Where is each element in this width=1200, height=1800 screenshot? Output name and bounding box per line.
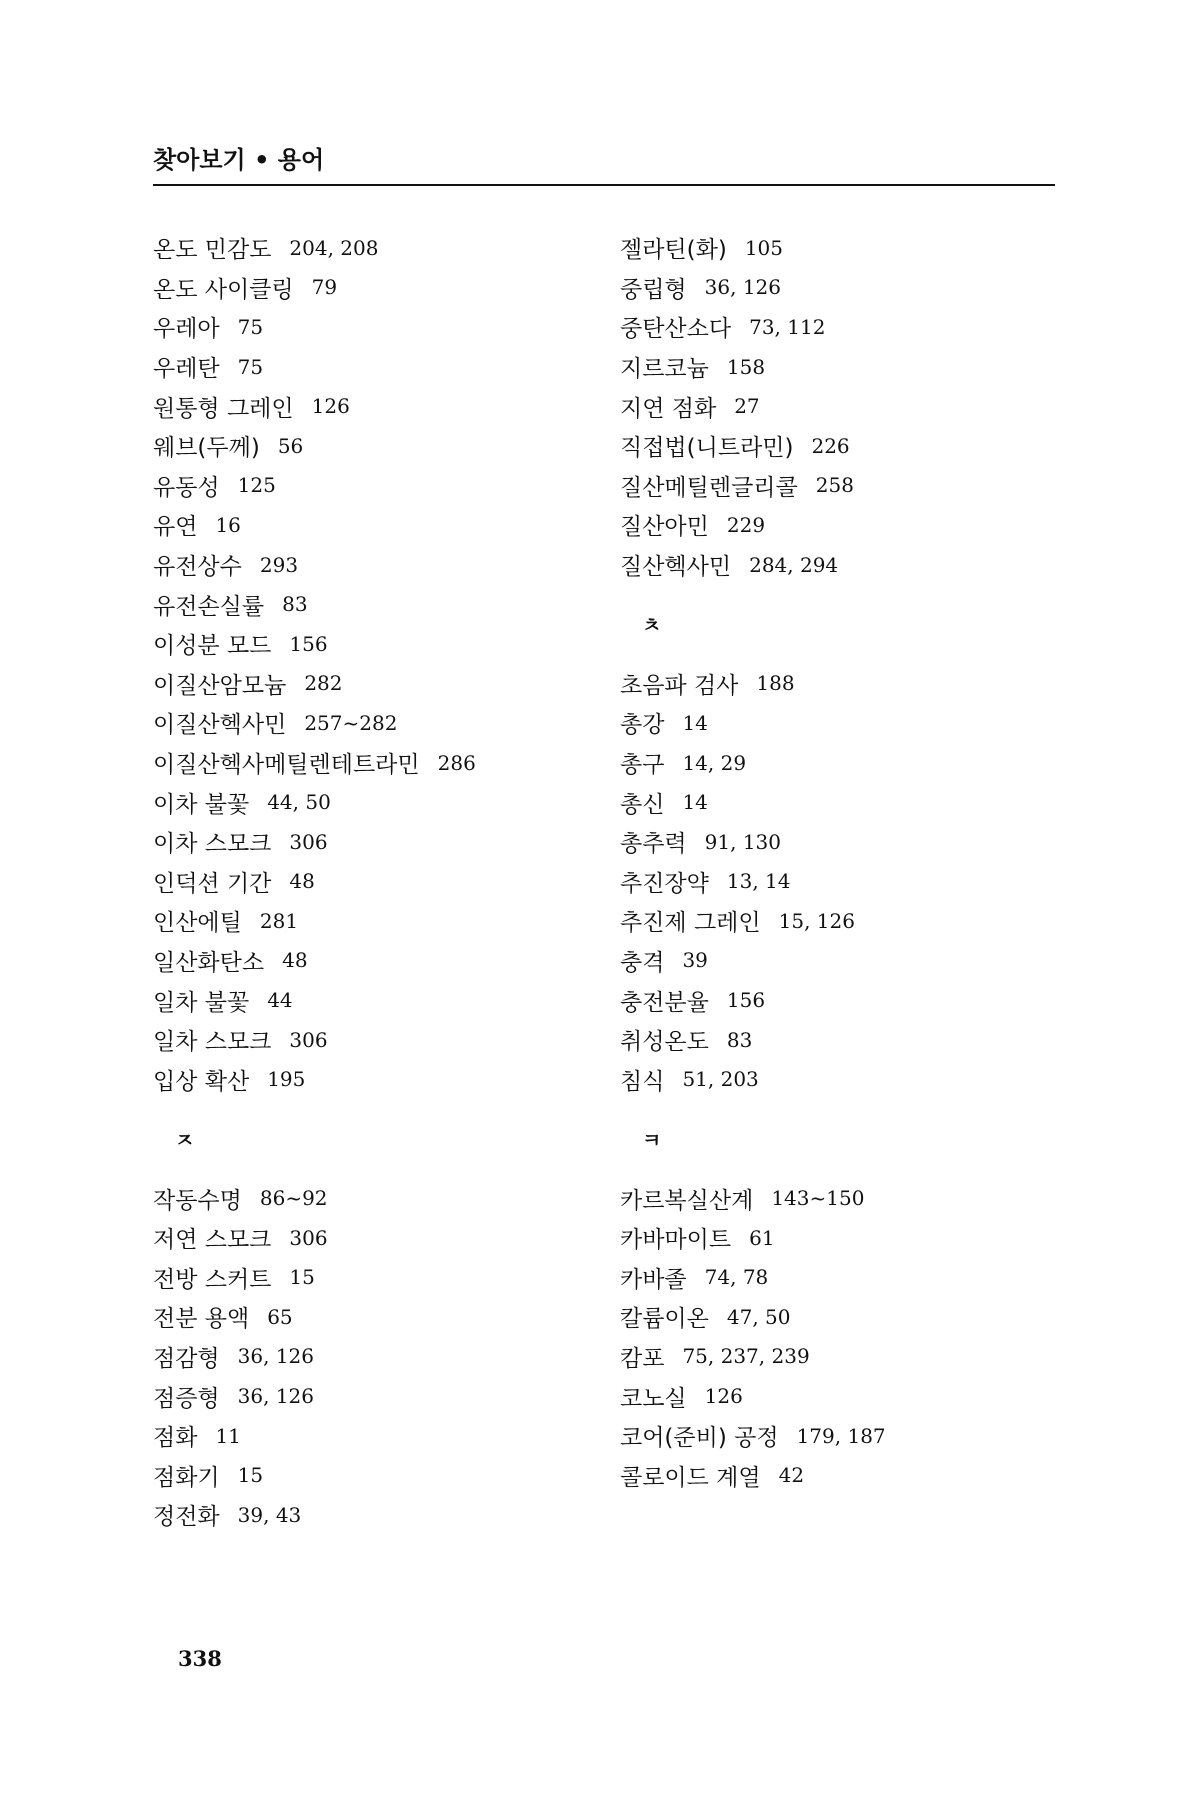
index-entry [153, 980, 593, 1020]
index-entry [620, 901, 1060, 941]
index-entry [620, 426, 1060, 466]
index-term: 입상 확산 [153, 1068, 250, 1095]
index-term: 카바졸 [620, 1266, 687, 1293]
index-entry [620, 1059, 1060, 1099]
index-term: 초음파 검사 [620, 672, 739, 699]
index-pages: 143~150 [771, 1186, 865, 1211]
index-term: 직접법(니트라민) [620, 435, 794, 462]
index-entry [620, 1297, 1060, 1337]
index-entry [153, 386, 593, 426]
index-entry [153, 466, 593, 506]
section-letter: ㅊ [642, 613, 662, 638]
index-pages: 42 [778, 1463, 805, 1488]
index-entry [153, 1020, 593, 1060]
index-term: 총강 [620, 712, 665, 739]
index-term: 일차 불꽃 [153, 989, 250, 1016]
index-entry [620, 1020, 1060, 1060]
index-entry [620, 782, 1060, 822]
index-pages: 179, 187 [796, 1423, 886, 1448]
index-term: 코어(준비) 공정 [620, 1425, 779, 1452]
index-pages: 229 [726, 512, 766, 537]
index-entry [153, 862, 593, 902]
index-term: 전분 용액 [153, 1306, 250, 1333]
index-entry [153, 703, 593, 743]
index-term: 전방 스커트 [153, 1266, 272, 1293]
index-pages: 48 [289, 869, 315, 894]
index-term: 저연 스모크 [153, 1227, 272, 1254]
index-pages: 39 [682, 948, 708, 973]
index-entry [620, 505, 1060, 545]
index-term: 카바마이트 [620, 1227, 732, 1254]
index-entry [153, 1455, 593, 1495]
index-pages: 293 [259, 552, 299, 577]
index-entry [620, 703, 1060, 743]
index-term: 중립형 [620, 276, 687, 303]
index-term: 이질산헥사민 [153, 712, 287, 739]
index-entry [620, 1455, 1060, 1495]
index-entry [620, 1257, 1060, 1297]
index-pages: 306 [289, 1027, 328, 1052]
index-pages: 14 [682, 710, 708, 735]
index-term: 온도 사이클링 [153, 276, 294, 303]
index-pages: 204, 208 [289, 235, 379, 260]
section-letter: ㅈ [175, 1128, 195, 1153]
index-pages: 306 [289, 829, 328, 854]
index-entry [620, 466, 1060, 506]
index-pages: 125 [237, 473, 276, 498]
index-entry [153, 1297, 593, 1337]
index-entry [620, 1376, 1060, 1416]
index-term: 질산헥사민 [620, 554, 732, 581]
index-entry [153, 505, 593, 545]
index-entry [153, 743, 593, 783]
index-pages: 14 [682, 790, 708, 815]
index-entry [620, 268, 1060, 308]
index-pages: 14, 29 [682, 750, 747, 775]
index-pages: 15 [289, 1265, 315, 1290]
index-term: 일차 스모크 [153, 1029, 272, 1056]
index-pages: 91, 130 [704, 829, 781, 854]
index-term: 웨브(두께) [153, 435, 260, 462]
index-term: 우레탄 [153, 356, 220, 383]
index-term: 지연 점화 [620, 395, 717, 422]
index-pages: 48 [282, 948, 308, 973]
index-term: 유연 [153, 514, 198, 541]
index-term: 젤라틴(화) [620, 237, 727, 264]
index-pages: 61 [749, 1225, 775, 1250]
index-pages: 156 [726, 988, 766, 1013]
index-entry [620, 743, 1060, 783]
index-term: 유전상수 [153, 554, 242, 581]
index-term: 콜로이드 계열 [620, 1464, 761, 1491]
index-entry [153, 426, 593, 466]
index-term: 이질산암모늄 [153, 672, 287, 699]
index-pages: 306 [289, 1225, 328, 1250]
index-term: 충전분율 [620, 989, 709, 1016]
index-term: 인산에틸 [153, 910, 242, 937]
index-entry [153, 1218, 593, 1258]
index-pages: 39, 43 [237, 1502, 302, 1527]
index-entry [620, 1337, 1060, 1377]
index-entry [620, 1178, 1060, 1218]
index-pages: 44 [267, 988, 293, 1013]
index-column-left [153, 228, 593, 1535]
index-pages: 74, 78 [704, 1265, 769, 1290]
page-header: 찾아보기 • 용어 [153, 146, 325, 174]
index-pages: 83 [282, 592, 308, 617]
index-term: 질산아민 [620, 514, 709, 541]
index-entry [153, 1059, 593, 1099]
index-pages: 86~92 [259, 1186, 328, 1211]
index-entry [153, 941, 593, 981]
index-pages: 126 [311, 394, 350, 419]
index-pages: 13, 14 [726, 869, 791, 894]
index-term: 지르코늄 [620, 356, 709, 383]
index-pages: 158 [726, 354, 766, 379]
index-pages: 79 [311, 275, 338, 300]
index-entry [620, 307, 1060, 347]
index-entry [620, 862, 1060, 902]
index-entry [153, 1495, 593, 1535]
index-entry [153, 1416, 593, 1456]
index-entry [620, 980, 1060, 1020]
index-pages: 258 [815, 473, 854, 498]
index-term: 점화기 [153, 1464, 220, 1491]
index-pages: 282 [304, 671, 343, 696]
index-entry [153, 228, 593, 268]
index-pages: 56 [277, 433, 304, 458]
index-pages: 257~282 [304, 710, 398, 735]
index-pages: 15, 126 [778, 908, 855, 933]
index-pages: 126 [704, 1384, 743, 1409]
index-entry [153, 1337, 593, 1377]
index-term: 총구 [620, 752, 665, 779]
index-pages: 73, 112 [749, 314, 826, 339]
index-term: 이질산헥사메틸렌테트라민 [153, 752, 420, 779]
index-entry [620, 545, 1060, 585]
index-term: 이차 불꽃 [153, 791, 250, 818]
index-entry [153, 782, 593, 822]
index-pages: 36, 126 [237, 1344, 314, 1369]
index-term: 충격 [620, 949, 665, 976]
index-entry [153, 1376, 593, 1416]
index-entry [153, 347, 593, 387]
index-term: 원통형 그레인 [153, 395, 294, 422]
index-entry [620, 347, 1060, 387]
index-term: 중탄산소다 [620, 316, 732, 343]
index-pages: 47, 50 [726, 1304, 791, 1329]
index-pages: 226 [811, 433, 850, 458]
index-term: 작동수명 [153, 1187, 242, 1214]
index-column-right [620, 228, 1060, 1495]
index-term: 점감형 [153, 1345, 220, 1372]
index-entry [620, 941, 1060, 981]
index-term: 정전화 [153, 1504, 220, 1531]
index-pages: 16 [215, 512, 241, 537]
index-term: 유전손실률 [153, 593, 265, 620]
index-term: 코노실 [620, 1385, 687, 1412]
index-pages: 75, 237, 239 [682, 1344, 810, 1369]
index-pages: 195 [267, 1067, 306, 1092]
index-term: 온도 민감도 [153, 237, 272, 264]
index-entry [620, 664, 1060, 704]
header-rule [153, 184, 1055, 186]
index-term: 이차 스모크 [153, 831, 272, 858]
index-entry [153, 584, 593, 624]
index-term: 총추력 [620, 831, 687, 858]
index-pages: 51, 203 [682, 1067, 759, 1092]
index-term: 총신 [620, 791, 665, 818]
index-pages: 83 [726, 1027, 753, 1052]
index-entry [153, 545, 593, 585]
index-pages: 36, 126 [704, 275, 781, 300]
index-pages: 281 [259, 908, 299, 933]
index-pages: 75 [237, 314, 264, 339]
index-term: 유동성 [153, 474, 220, 501]
index-entry [153, 1257, 593, 1297]
index-entry [153, 624, 593, 664]
index-entry [153, 822, 593, 862]
index-term: 침식 [620, 1068, 665, 1095]
page-number: 338 [178, 1646, 222, 1671]
index-pages: 75 [237, 354, 264, 379]
index-term: 인덕션 기간 [153, 870, 272, 897]
index-pages: 65 [267, 1304, 293, 1329]
index-pages: 156 [289, 631, 328, 656]
index-pages: 36, 126 [237, 1384, 314, 1409]
index-term: 취성온도 [620, 1029, 709, 1056]
index-term: 칼륨이온 [620, 1306, 709, 1333]
index-entry [620, 386, 1060, 426]
index-entry [620, 822, 1060, 862]
index-term: 우레아 [153, 316, 220, 343]
section-letter: ㅋ [642, 1128, 662, 1153]
index-entry [153, 268, 593, 308]
index-term: 카르복실산계 [620, 1187, 754, 1214]
index-term: 추진제 그레인 [620, 910, 761, 937]
index-entry [620, 228, 1060, 268]
index-entry [620, 1218, 1060, 1258]
index-pages: 284, 294 [749, 552, 839, 577]
index-entry [153, 307, 593, 347]
index-term: 질산메틸렌글리콜 [620, 474, 798, 501]
index-entry [153, 664, 593, 704]
index-entry [153, 901, 593, 941]
index-term: 캄포 [620, 1345, 665, 1372]
index-term: 일산화탄소 [153, 949, 265, 976]
index-term: 이성분 모드 [153, 633, 272, 660]
index-pages: 15 [237, 1463, 264, 1488]
index-entry [153, 1178, 593, 1218]
index-pages: 11 [215, 1423, 241, 1448]
index-pages: 286 [437, 750, 476, 775]
index-pages: 105 [744, 235, 784, 260]
index-pages: 27 [734, 394, 760, 419]
index-term: 점화 [153, 1425, 198, 1452]
index-term: 점증형 [153, 1385, 220, 1412]
index-entry [620, 1416, 1060, 1456]
index-pages: 188 [756, 671, 795, 696]
index-pages: 44, 50 [267, 790, 331, 815]
index-term: 추진장약 [620, 870, 709, 897]
